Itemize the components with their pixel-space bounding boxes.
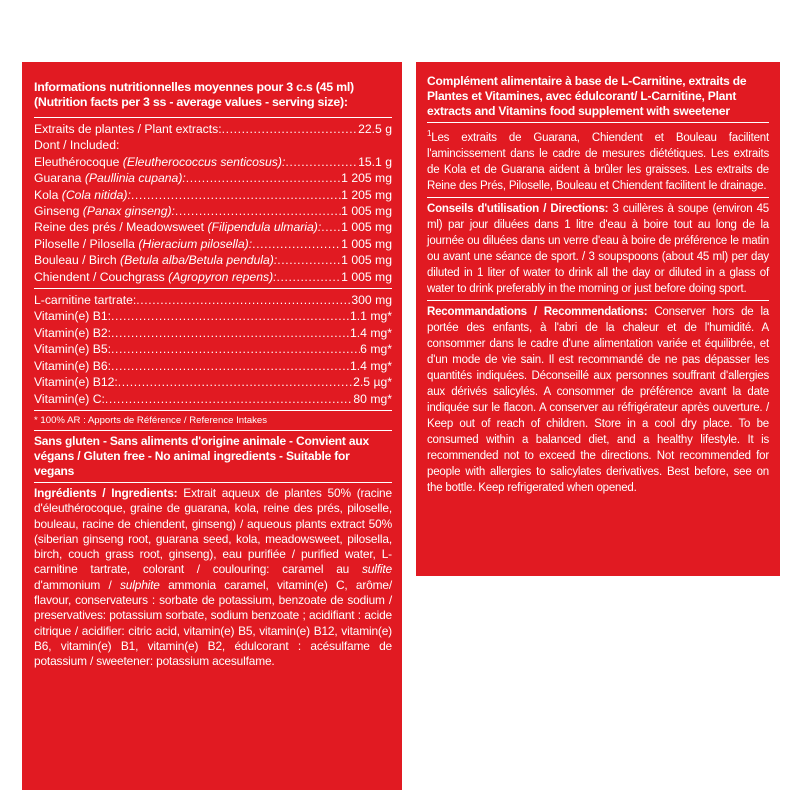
row-label: Vitamin(e) B2: bbox=[34, 325, 111, 340]
ingredients-paragraph: Ingrédients / Ingredients: Extrait aqueux de plantes 50% (racine d'éleuthérocoque, graine de guarana, kola, reine des prés, piloselle, bouleau, racine de chiendent, ginseng) / aqueous plants extract 50% (siberian ginseng root, guarana seed, kola, meadowsweet, pilosella, birch, couch grass root, ginseng), eau purifiée / purified water, L-carnitine tartrate, colorant / coulouring: caramel au sulfite d'ammonium / sulphite ammonia caramel, vitamin(e) C, arôme/ flavour, conservateurs : sorbate de potassium, benzoate de sodium / preservatives: potassium sorbate, sodium benzoate ; acidifiant : acide citrique / acidifier: citric acid, vitamin(e) B5, vitamin(e) B12, vitamin(e) B6, vitamin(e) B1, vitamin(e) B2, édulcorant : acésulfame de potassium / sweetener: potassium acesulfame. bbox=[34, 485, 392, 669]
row-label: Extraits de plantes / Plant extracts: bbox=[34, 122, 222, 136]
vitamin-row bbox=[34, 308, 392, 324]
row-label: Kola (Cola nitida): bbox=[34, 187, 131, 202]
row-label: Ginseng (Panax ginseng): bbox=[34, 204, 175, 219]
nutrition-heading-fr: Informations nutritionnelles moyennes pour 3 c.s (45 ml) bbox=[34, 80, 354, 94]
recommendations-paragraph: Recommandations / Recommendations: Conserver hors de la portée des enfants, à l'abri de la chaleur et de l'humidité. A consommer dans le cadre d'une alimentation variée et équilibrée, et d'un mode de vie sain. Il est recommandé de ne pas dépasser les quantités indiquées. Déconseillé aux personnes souffrant d'allergies aux dérivés salicylés. A consommer de préférence avant la date indiquée sur le flacon. A conserver au réfrigérateur après ouverture. / Keep out of reach of children. Store in a cool dry place. To be consumed within a balanced diet, and a healthy lifestyle. It is recommended not to exceed the directions. Not recommended for people with allergies to salicylates derivatives. Best before, see on the bottle. Keep refrigerated when opened. bbox=[427, 305, 769, 494]
row-label: Chiendent / Couchgrass (Agropyron repens): bbox=[34, 269, 277, 284]
divider bbox=[427, 122, 769, 123]
divider bbox=[34, 117, 392, 118]
vitamin-row bbox=[34, 325, 392, 341]
divider bbox=[34, 288, 392, 289]
row-label: Vitamin(e) B1: bbox=[34, 309, 111, 324]
footnote-paragraph: $^1$Les extraits de Guarana, Chiendent et Bouleau facilitent l'amincissement dans le cadre de mesures diététiques. Les extraits de Kola et de Guarana aident à brûler les graisses. Les extraits de Reine des Prés, Piloselle, Bouleau et Chiendent facilitent le drainage. bbox=[427, 129, 769, 192]
plant-extracts-row bbox=[34, 121, 392, 137]
divider bbox=[34, 410, 392, 411]
plant-row bbox=[34, 187, 392, 203]
row-value: 1 005 mg bbox=[341, 253, 392, 268]
row-label: Piloselle / Pilosella (Hieracium pilosella): bbox=[34, 236, 253, 251]
row-value: 1 005 mg bbox=[341, 269, 392, 284]
plant-row bbox=[34, 154, 392, 170]
row-value: 300 mg bbox=[351, 293, 392, 308]
plant-row bbox=[34, 252, 392, 268]
row-label: Eleuthérocoque (Eleutherococcus senticosus): bbox=[34, 154, 286, 169]
row-label: Vitamin(e) B6: bbox=[34, 358, 111, 373]
vitamin-row bbox=[34, 341, 392, 357]
divider bbox=[34, 430, 392, 431]
row-value: 1 005 mg bbox=[341, 204, 392, 219]
row-label: Bouleau / Birch (Betula alba/Betula pendula): bbox=[34, 253, 278, 268]
row-value: 1 005 mg bbox=[341, 220, 392, 235]
row-value: 1.4 mg* bbox=[349, 358, 392, 373]
ingredients-label: Ingrédients / Ingredients: bbox=[34, 485, 178, 500]
row-label: L-carnitine tartrate: bbox=[34, 293, 137, 308]
divider bbox=[427, 197, 769, 198]
row-value: 1 005 mg bbox=[341, 236, 392, 251]
plant-row bbox=[34, 170, 392, 186]
row-value: 22.5 g bbox=[358, 122, 392, 136]
row-label: Vitamin(e) C: bbox=[34, 391, 105, 406]
directions-label: Conseils d'utilisation / Directions: bbox=[427, 202, 609, 215]
row-value: 15.1 g bbox=[358, 154, 392, 169]
vitamin-row bbox=[34, 391, 392, 407]
carnitine-row bbox=[34, 292, 392, 308]
row-label: Guarana (Paullinia cupana): bbox=[34, 171, 186, 186]
row-value: 1 205 mg bbox=[341, 171, 392, 186]
vitamin-row bbox=[34, 358, 392, 374]
nutrition-panel bbox=[22, 62, 402, 790]
row-label: Vitamin(e) B5: bbox=[34, 342, 111, 357]
product-info-panel bbox=[416, 62, 780, 576]
row-label: Reine des prés / Meadowsweet (Filipendula ulmaria): bbox=[34, 220, 322, 235]
row-value: 1 205 mg bbox=[341, 187, 392, 202]
directions-paragraph: Conseils d'utilisation / Directions: 3 cuillères à soupe (environ 45 ml) par jour diluées dans 1 litre d'eau à boire tout au long de la journée ou diluées dans un verre d'eau à boire de préférence le matin ou avant une séance de sport. / 3 soupspoons (about 45 ml) per day diluted in 1 liter of water to drink all the day or diluted in a glass of water to drink preferably in the morning or just before doing sport. bbox=[427, 202, 769, 295]
plant-row bbox=[34, 203, 392, 219]
row-label: Vitamin(e) B12: bbox=[34, 375, 118, 390]
divider bbox=[34, 482, 392, 483]
nutrition-heading-en: (Nutrition facts per 3 ss - average values - serving size): bbox=[34, 94, 348, 109]
divider bbox=[427, 300, 769, 301]
free-from-statement: Sans gluten - Sans aliments d'origine animale - Convient aux végans / Gluten free - No animal ingredients - Suitable for vegans bbox=[34, 433, 369, 478]
product-title: Complément alimentaire à base de L-Carnitine, extraits de Plantes et Vitamines, avec édulcorant/ L-Carnitine, Plant extracts and Vitamins food supplement with sweetener bbox=[427, 74, 747, 118]
row-value: 6 mg* bbox=[360, 342, 392, 357]
recommendations-label: Recommandations / Recommendations: bbox=[427, 305, 648, 318]
included-label-row bbox=[34, 137, 392, 153]
vitamin-list bbox=[34, 308, 392, 406]
row-value: 2.5 µg* bbox=[353, 375, 392, 390]
plant-row bbox=[34, 236, 392, 252]
row-label: Dont / Included: bbox=[34, 138, 120, 153]
row-value: 1.4 mg* bbox=[349, 325, 392, 340]
vitamin-row bbox=[34, 374, 392, 390]
plant-row bbox=[34, 219, 392, 235]
plant-list bbox=[34, 154, 392, 285]
reference-intakes-note: * 100% AR : Apports de Référence / Reference Intakes bbox=[34, 414, 268, 426]
plant-row bbox=[34, 269, 392, 285]
row-value: 80 mg* bbox=[353, 391, 392, 406]
row-value: 1.1 mg* bbox=[349, 309, 392, 324]
